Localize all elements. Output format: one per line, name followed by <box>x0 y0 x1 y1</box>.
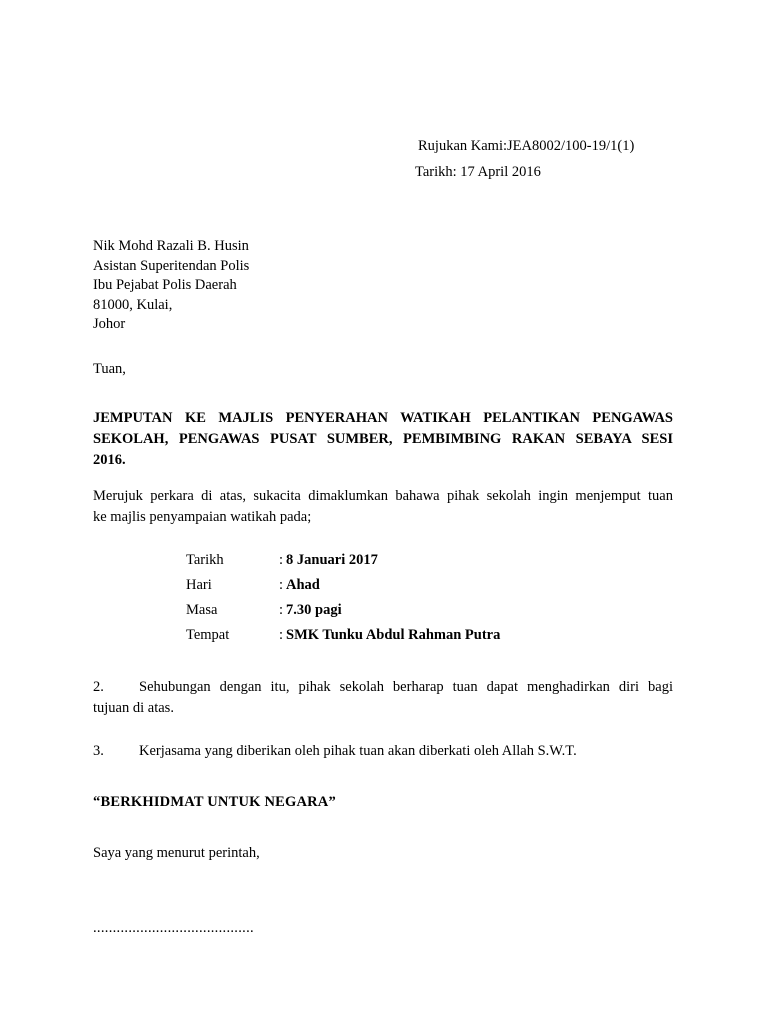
paragraph-text: Sehubungan dengan itu, pihak sekolah berharap tuan dapat menghadirkan diri bagi <box>139 679 673 695</box>
intro-paragraph <box>93 486 673 528</box>
detail-label: Masa <box>186 602 218 618</box>
detail-colon: : <box>279 577 284 593</box>
detail-value: 8 Januari 2017 <box>286 552 378 568</box>
detail-colon: : <box>279 602 284 618</box>
intro-line: Merujuk perkara di atas, sukacita dimaklumkan bahawa pihak sekolah ingin menjemput tuan <box>93 488 673 504</box>
detail-label: Tempat <box>186 627 230 643</box>
motto: “BERKHIDMAT UNTUK NEGARA” <box>93 794 336 810</box>
detail-colon: : <box>279 552 284 568</box>
recipient-address <box>93 237 249 335</box>
detail-label: Hari <box>186 577 212 593</box>
detail-colon: : <box>279 627 284 643</box>
detail-value: Ahad <box>286 577 320 593</box>
letter-date: Tarikh: 17 April 2016 <box>415 164 541 180</box>
recipient-postcode-city: 81000, Kulai, <box>93 296 173 313</box>
subject-line: JEMPUTAN KE MAJLIS PENYERAHAN WATIKAH PELANTIKAN PENGAWAS <box>93 410 673 426</box>
paragraph-2 <box>93 677 673 719</box>
detail-label: Tarikh <box>186 552 224 568</box>
paragraph-number: 2. <box>93 679 104 695</box>
paragraph-3 <box>93 741 673 762</box>
recipient-title: Asistan Superitendan Polis <box>93 257 250 274</box>
paragraph-2-line-1 <box>93 677 673 698</box>
salutation: Tuan, <box>93 361 126 377</box>
recipient-name: Nik Mohd Razali B. Husin <box>93 238 249 254</box>
paragraph-3-line <box>93 741 673 762</box>
subject-line: 2016. <box>93 452 126 468</box>
paragraph-2-line-2: tujuan di atas. <box>93 700 174 716</box>
reference-number: Rujukan Kami:JEA8002/100-19/1(1) <box>418 138 635 154</box>
intro-line: ke majlis penyampaian watikah pada; <box>93 509 312 525</box>
detail-value: 7.30 pagi <box>286 602 342 618</box>
detail-value: SMK Tunku Abdul Rahman Putra <box>286 627 501 643</box>
signature-line: ......................................... <box>93 920 254 936</box>
paragraph-text: Kerjasama yang diberikan oleh pihak tuan akan diberkati oleh Allah S.W.T. <box>139 743 577 759</box>
closing-phrase: Saya yang menurut perintah, <box>93 845 260 861</box>
paragraph-number: 3. <box>93 743 104 759</box>
recipient-state: Johor <box>93 316 126 333</box>
recipient-office: Ibu Pejabat Polis Daerah <box>93 277 237 294</box>
subject-heading <box>93 408 673 471</box>
subject-line: SEKOLAH, PENGAWAS PUSAT SUMBER, PEMBIMBING RAKAN SEBAYA SESI <box>93 431 673 447</box>
